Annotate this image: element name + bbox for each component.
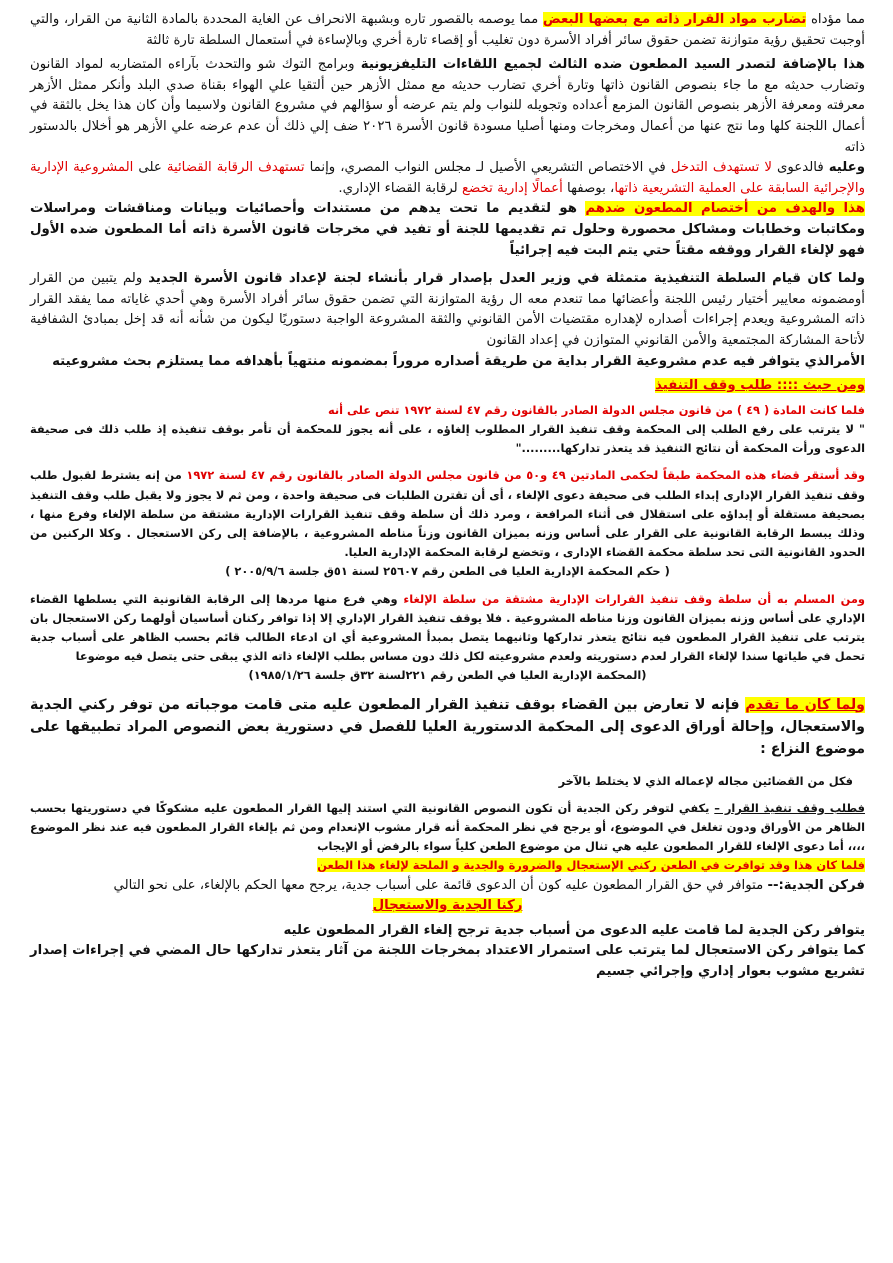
highlight-contradiction: تضارب مواد القرار ذاته مع بعضها البعض	[542, 12, 807, 27]
paragraph-8: وقد أستقر قضاء هذه المحكمة طبقاً لحكمى المادتين ٤٩ و٥٠ من قانون مجلس الدولة الصادر بالقانون رقم ٤٧ لسنة ١٩٧٢ من إنه يشترط لقبول طلب وقف تنفيذ القرار الإدارى إبداء الطلب فى صحيفة دعوى الإلغاء ، أى أن تقترن الطلبات فى صحيفة واحدة ، ومن ثم لا يجوز ولا يقبل طلب وقف التنفيذ بصحيفة مستقلة أو إبداؤه على استقلال فى أثناء المرافعة ، ومرد ذلك أن سلطة وقف تنفيذ القرارات الإدارية مشتقة من سلطة الإلغاء وفرع منها ، وذلك يبسط الرقابة القانونية على القرار على أساس وزنه بميزان القانون وزناً مناطه المشروعية ، بالإضافة إلى ركن الاستعجال . وكلا الركنين من الحدود القانونية التى تحد سلطة محكمة القضاء الإدارى ، وتخضع لرقابة المحكمة الإدارية العليا.	[30, 468, 866, 560]
paragraph-5: ولما كان قيام السلطة التنفيذية متمثلة في وزير العدل بإصدار قرار بأنشاء لجنة لإعداد قانون الأسرة الجديد ولم يتبين من القرار أومضمونه معايير أختيار رئيس اللجنة وأعضائها مما تنعدم معه ال رؤية المتوازنة التي تضمن حقوق سائر أفراد الأسرة وهي أحدي غاياته مما يفقد القرار ذاته المشروعية ويعدم إجراءات أصداره لإهداره مقتضيات الأمن القانوني والثقة المشروعة الواجبة دستوريًا ليكون من شأنه أنه قد إخل بمبادئ الشفافية لأتاحة المشاركة المجتمعية والأمن القانوني المتوازن في إعداد القانون	[30, 271, 865, 348]
article-49-quote: " لا يترتب على رفع الطلب إلى المحكمة وقف تنفيذ القرار المطلوب إلغاؤه ، على أنه يجوز للمحكمة أن تأمر بوقف تنفيذه إذ طلب ذلك فى صحيفة الدعوى ورأت المحكمة أن نتائج التنفيذ قد يتعذر تداركها........."	[30, 421, 865, 456]
respondents-purpose-heading: هذا والهدف من أختصام المطعون ضدهم	[585, 201, 866, 217]
paragraph-10: ولما كان ما تقدم فإنه لا تعارض بين القضاء بوقف تنفيذ القرار المطعون عليه متى قامت موجباته من توفر ركني الجدية والاستعجال، وإحالة أوراق الدعوى إلى المحكمة الدستورية العليا للفصل في دستورية بعض النصوص المراد تطبيقها على موضوع النزاع :	[30, 696, 865, 757]
paragraph-12: فطلب وقف تنفيذ القرار – يكفي لتوفر ركن الجدية أن تكون النصوص القانونية التي استند إليها القرار المطعون عليه مشكوكًا في دستوريتها بحسب الظاهر من الأوراق ودون تغلغل في الموضوع، أو يرجح في نظر المحكمة أنه قرار مشوب الإنعدام ومن ثم بإلغاء القرار المطعون فيه عند نظر الموضوع ،،،، أما دعوى الإلغاء للقرار المطعون عليه هي تنال من موضوع الطعن كلياً سواء بالرفض أو الإيجاب	[30, 800, 865, 854]
heading-stay-of-execution: ومن حيث :::: طلب وقف التنفيذ	[655, 378, 865, 394]
citation-2: (المحكمة الإدارية العليا في الطعن رقم ٢٢١لسنة ٣٢ق جلسة ١٩٨٥/١/٢٦)	[248, 668, 647, 683]
article-49-intro: فلما كانت المادة ( ٤٩ ) من قانون مجلس الدولة الصادر بالقانون رقم ٤٧ لسنة ١٩٧٢ تنص على أنه	[327, 402, 865, 417]
paragraph-9: ومن المسلم به أن سلطة وقف تنفيذ القرارات الإدارية مشتقة من سلطة الإلغاء وهي فرع منها مردها إلى الرقابة القانونية التي يسلطها القضاء الإداري على أساس وزنه بميزان القانون وزنا مناطه المشروعية . فلا يوقف تنفيذ القرار الإداري إلا إذا توافر ركنان أساسيان أولهما ركن الاستعجال بان يترتب على تنفيذ القرار المطعون فيه نتائج يتعذر تداركها وثانيهما يتصل بمبدأ المشروعية أي ان ادعاء الطالب قائم بحسب الظاهر على أسباب جدية تحمل في طياتها سندا لإلغاء القرار لعدم دستوريته ولعدم مشروعيته لكل ذلك دون مساس بطلب الإلغاء ذاته الذي يبقى حتى يتصل فيه موضوعا	[30, 591, 865, 664]
paragraph-13: فلما كان هذا وقد توافرت في الطعن ركني الإستعجال والضرورة والجدية و الملحة لإلغاء هذا الطعن	[317, 858, 865, 873]
paragraph-2: هذا بالإضافة لتصدر السيد المطعون ضده الثالث لجميع اللقاءات التليفزيونية وبرامج التوك شو والتحدث بآراءه المتضاربه لمواد القانون وتضارب حديثه مع ما جاء بنصوص القانون ذاتها وتارة أخري تضارب حديثه مع ممثل الأزهر حين ألتقيا علي الهواء بقناة صدي البلد وأنكر ممثل الأزهر معرفته ومعرفة الأزهر بنصوص القانون المزمع أعداده وتجويله للنواب ولم يتم عرضه أو سؤالهم في مشروع القانون ولاسيما وأن كان هذا يخل بالثقة في أعمال اللجنة كلها وما نتج عنها من أعمال ومخرجات ومنها أصليا مسودة قانون الأسرة ٢٠٢٦ ضف إلي ذلك أن عدم عرضه علي الأزهر هو أخلال بالدستور ذاته	[30, 57, 865, 155]
paragraph-15: يتوافر ركن الجدية لما قامت عليه الدعوى من أسباب جدية ترجح إلغاء القرار المطعون عليه	[283, 922, 865, 938]
paragraph-14: فركن الجدية:-- متوافر في حق القرار المطعون عليه كون أن الدعوى قائمة على أسباب جدية، يرجح معها الحكم بالإلغاء، على نحو التالي	[113, 877, 865, 893]
paragraph-16: كما يتوافر ركن الاستعجال لما يترتب على استمرار الاعتداد بمخرجات اللجنة من آثار يتعذر تداركها حال المضي في إجراءات إصدار تشريع مشوب بعوار إداري وإجرائي جسيم	[30, 943, 865, 979]
paragraph-11: فكل من القضائين مجاله لإعماله الذي لا يختلط بالآخر	[558, 773, 853, 788]
tv-appearances-lead: هذا بالإضافة لتصدر السيد المطعون ضده الثالث لجميع اللقاءات التليفزيونية	[360, 57, 865, 73]
heading-seriousness-urgency: ركنا الجدية والاستعجال	[372, 898, 523, 914]
paragraph-3: وعليه فالدعوى لا تستهدف التدخل في الاختصاص التشريعي الأصيل لـ مجلس النواب المصري، وإنما تستهدف الرقابة القضائية على المشروعية الإدارية والإجرائية السابقة على العملية التشريعية ذاتها، بوصفها أعمالًا إدارية تخضع لرقابة القضاء الإداري.	[30, 160, 865, 196]
paragraph-1: مما مؤداه تضارب مواد القرار ذاته مع بعضها البعض مما يوصمه بالقصور تاره وبشبهة الانحراف عن الغاية المحددة بالمادة الثانية من القرار، والتي أوجبت تحقيق رؤية متوازنة تضمن حقوق سائر أفراد الأسرة دون تغليب أو إقصاء تارة أخري وبالإساءة في أستعمال السلطة تارة ثالثة	[30, 12, 866, 48]
paragraph-5-conclusion: الأمرالذي يتوافر فيه عدم مشروعية القرار بداية من طريقة أصداره مروراً بمضمونه منتهياً بأهدافه مما يستلزم بحث مشروعيته	[52, 353, 865, 369]
citation-1: ( حكم المحكمة الإدارية العليا فى الطعن رقم ٢٥٦٠٧ لسنة ٥١ق جلسة ٢٠٠٥/٩/٦ )	[225, 564, 670, 579]
paragraph-4: هذا والهدف من أختصام المطعون ضدهم هو لتقديم ما تحت يدهم من مستندات وأحصائيات وبيانات ومناقشات ومراسلات ومكاتبات وخطابات ومشاكل محصورة وحلول تم تقديمها للجنة أو تفيد في مخرجات قانون الأسرة ذاته أما المطعون ضده الأول فهو لإلغاء القرار ووقفه مقتاً حتي يتم البت فيه إجرائياً	[30, 201, 866, 258]
